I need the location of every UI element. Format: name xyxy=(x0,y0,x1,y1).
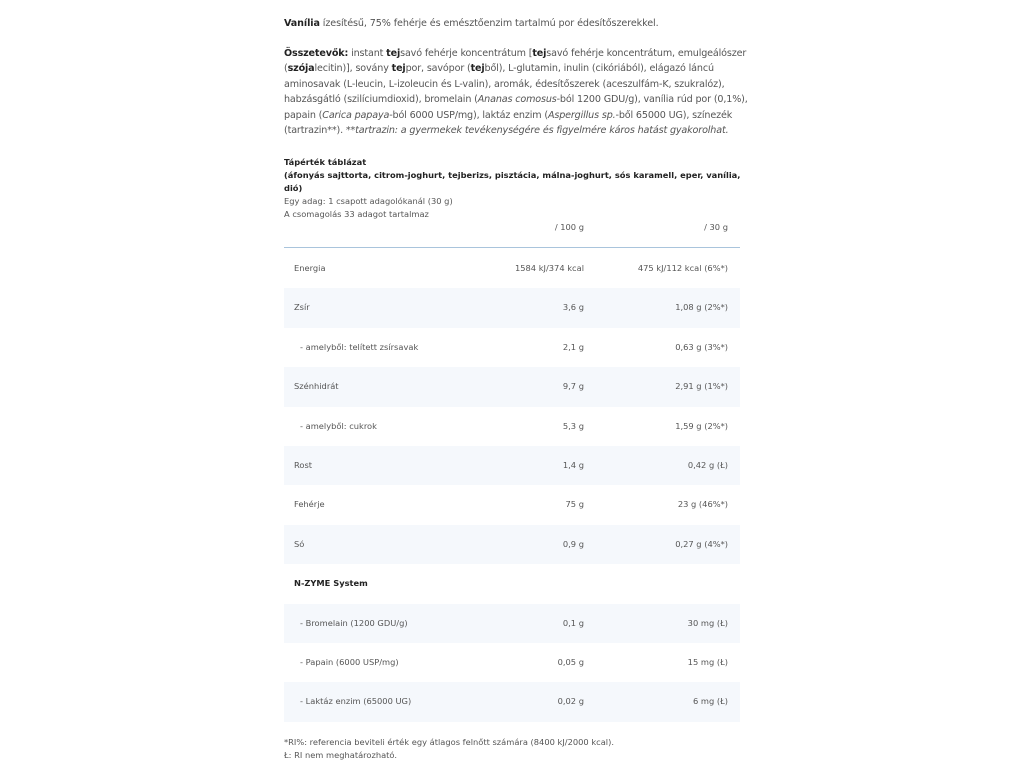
text-segment: ből), L-glutamin, inulin (cikóriából), elágazó láncú aminosavak (L-leucin, L-izoleucin és L-valin), aromák, édesítőszerek (aceszulfám-K, szukralóz), habzásgátló (szilíciumdioxid), bromelain ( xyxy=(284,63,725,106)
value-per-100g: 2,1 g xyxy=(562,341,584,352)
value-per-100g: 1584 kJ/374 kcal xyxy=(514,263,584,273)
text-segment: Összetevők: xyxy=(284,48,349,59)
text-segment: Ananas comosus xyxy=(477,94,557,106)
column-per-100g: / 100 g xyxy=(554,222,584,232)
table-row xyxy=(284,367,740,406)
ingredients-text xyxy=(284,46,754,138)
text-segment: tej xyxy=(532,48,547,59)
nutrient-name: Rost xyxy=(294,459,313,470)
footnotes xyxy=(284,736,614,762)
text-segment: -ból 6000 USP/mg), laktáz enzim ( xyxy=(389,109,548,121)
table-row xyxy=(284,407,740,446)
table-row xyxy=(284,643,740,682)
intro-text xyxy=(284,16,754,31)
table-row xyxy=(284,328,740,367)
nutrient-name: Zsír xyxy=(294,302,310,313)
nutrient-name: - Laktáz enzim (65000 UG) xyxy=(300,696,412,707)
value-per-30g: 1,08 g (2%*) xyxy=(675,302,728,313)
value-per-100g: 0,02 g xyxy=(557,696,584,707)
value-per-100g: 0,9 g xyxy=(562,538,584,549)
column-per-30g: / 30 g xyxy=(704,222,728,232)
nutrient-name: - Papain (6000 USP/mg) xyxy=(300,656,399,667)
text-segment: savó fehérje koncentrátum [ xyxy=(400,48,533,59)
table-row xyxy=(284,446,740,485)
table-row xyxy=(284,604,740,643)
value-per-100g: 5,3 g xyxy=(562,420,584,431)
nutrient-name: - amelyből: telített zsírsavak xyxy=(300,341,419,352)
value-per-100g: 0,1 g xyxy=(562,617,584,628)
value-per-30g: 23 g (46%*) xyxy=(677,499,728,510)
value-per-30g: 0,42 g (Ł) xyxy=(687,459,728,470)
text-segment: Vanília xyxy=(284,18,320,29)
nutrition-header xyxy=(284,156,754,221)
nutrient-name: Energia xyxy=(294,263,326,273)
nutrient-name: - amelyből: cukrok xyxy=(300,420,377,431)
nutrition-flavors: (áfonyás sajttorta, citrom-joghurt, tejberizs, pisztácia, málna-joghurt, sós karamell, eper, vanília, dió) xyxy=(284,170,741,193)
text-segment: **tartrazin: a gyermekek tevékenységére és figyelmére káros hatást gyakorolhat. xyxy=(345,125,729,137)
table-row xyxy=(284,682,740,721)
nutrient-name: N-ZYME System xyxy=(294,578,368,589)
value-per-30g: 1,59 g (2%*) xyxy=(675,420,728,431)
text-segment: ízesítésű, 75% fehérje és emésztőenzim tartalmú por édesítőszerekkel. xyxy=(319,18,659,29)
value-per-100g: 75 g xyxy=(565,499,584,510)
footnote-na: Ł: RI nem meghatározható. xyxy=(284,750,397,760)
value-per-100g: 9,7 g xyxy=(562,381,584,392)
text-segment: instant xyxy=(348,48,387,59)
footnote-ri: *RI%: referencia beviteli érték egy átlagos felnőtt számára (8400 kJ/2000 kcal). xyxy=(284,737,614,747)
table-row xyxy=(284,564,740,603)
text-segment: -ból 1200 GDU/g), vanília rúd por (0,1%), papain ( xyxy=(284,94,748,121)
nutrient-name: Szénhidrát xyxy=(294,381,339,392)
value-per-100g: 0,05 g xyxy=(557,656,584,667)
value-per-30g: 2,91 g (1%*) xyxy=(675,381,728,392)
value-per-100g: 3,6 g xyxy=(562,302,584,313)
text-segment: tej xyxy=(386,48,401,59)
table-row xyxy=(284,288,740,327)
text-segment: -ből 65000 UG), színezék (tartrazin**). xyxy=(284,109,733,137)
value-per-100g: 1,4 g xyxy=(562,459,584,470)
table-row xyxy=(284,525,740,564)
table-row xyxy=(284,485,740,524)
value-per-30g: 15 mg (Ł) xyxy=(687,656,728,667)
nutrient-name: Fehérje xyxy=(294,499,325,510)
value-per-30g: 0,63 g (3%*) xyxy=(675,341,728,352)
text-segment: por, savópor ( xyxy=(405,63,471,75)
servings-count: A csomagolás 33 adagot tartalmaz xyxy=(284,209,429,219)
nutrition-table xyxy=(284,249,740,722)
text-segment: tej xyxy=(470,63,485,75)
nutrition-title: Tápérték táblázat xyxy=(284,157,367,167)
value-per-30g: 6 mg (Ł) xyxy=(692,696,728,707)
table-row xyxy=(284,249,740,288)
value-per-30g: 475 kJ/112 kcal (6%*) xyxy=(637,263,728,273)
nutrient-name: - Bromelain (1200 GDU/g) xyxy=(300,617,408,628)
text-segment: Carica papaya xyxy=(322,109,390,121)
value-per-30g: 30 mg (Ł) xyxy=(687,617,728,628)
nutrition-table-header xyxy=(284,222,740,248)
text-segment: Aspergillus sp. xyxy=(547,109,616,121)
text-segment: savó fehérje koncentrátum, emulgeálószer ( xyxy=(284,48,747,75)
nutrient-name: Só xyxy=(294,538,305,549)
serving-size: Egy adag: 1 csapott adagolókanál (30 g) xyxy=(284,196,453,206)
value-per-30g: 0,27 g (4%*) xyxy=(675,538,728,549)
text-segment: szója xyxy=(287,63,315,75)
text-segment: tej xyxy=(391,63,406,75)
text-segment: lecitin)], sovány xyxy=(314,63,392,75)
